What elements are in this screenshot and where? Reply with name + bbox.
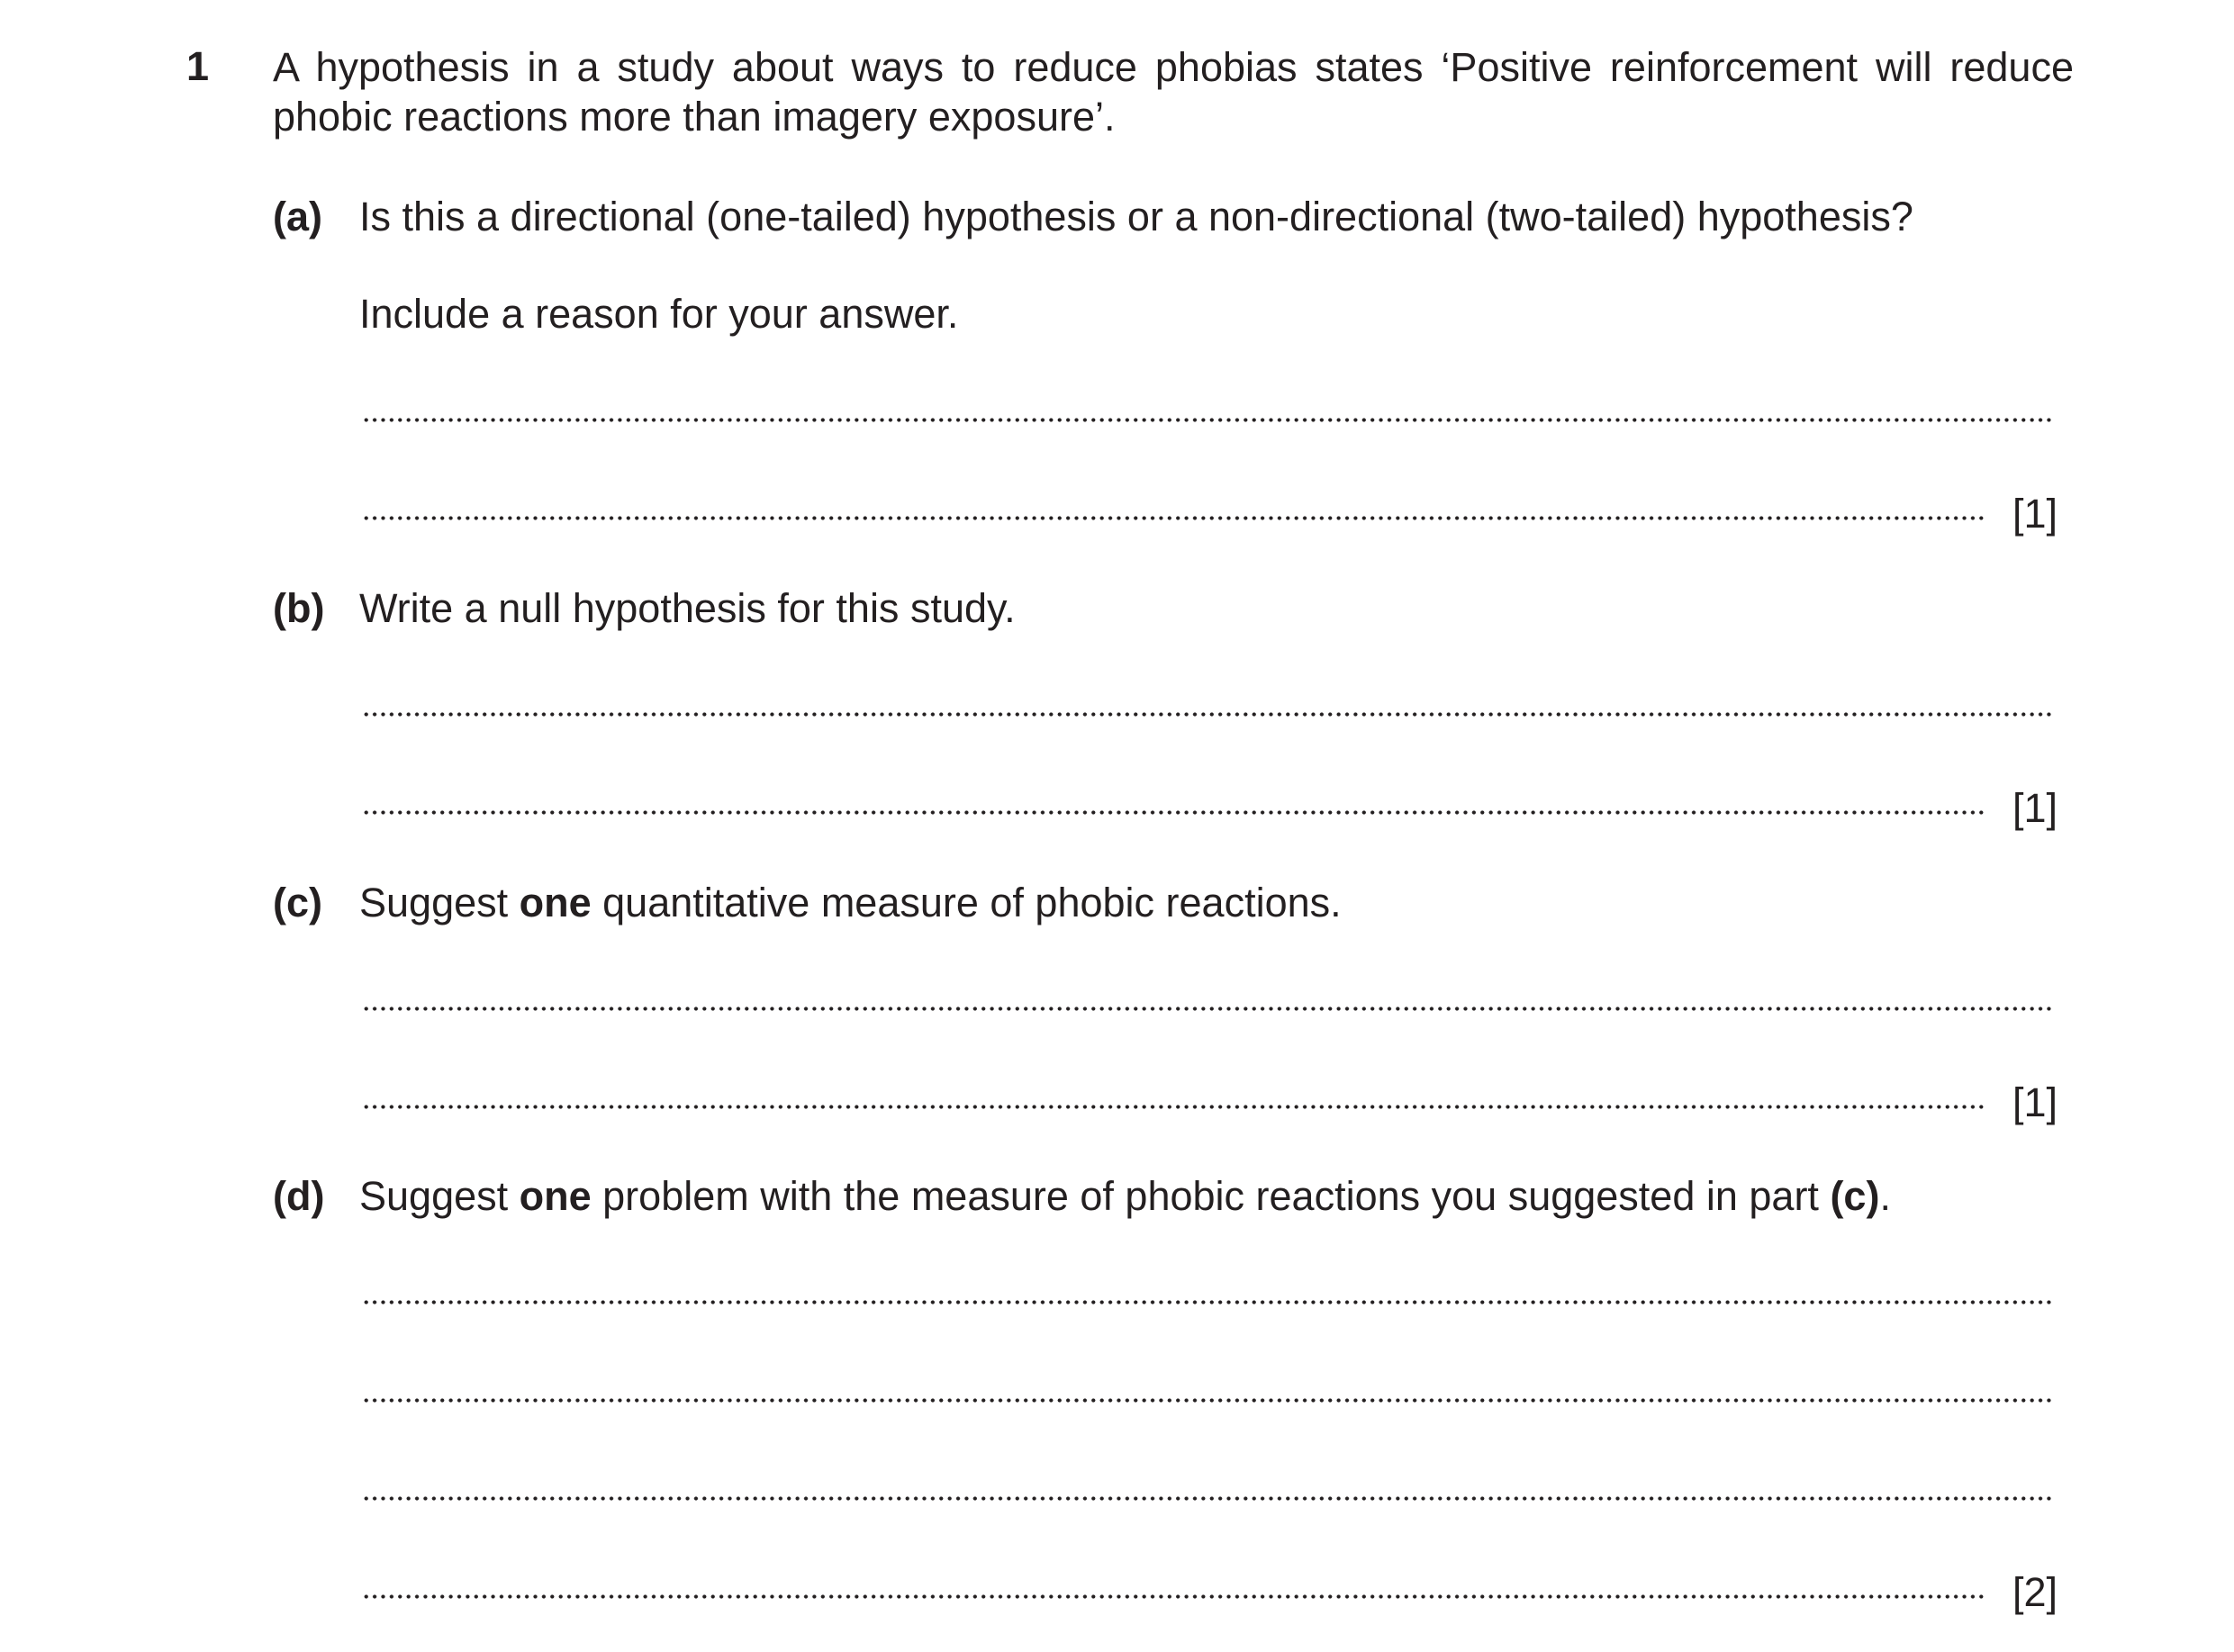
part-c-emphasis: one	[519, 880, 592, 925]
part-d-marks: [2]	[2012, 1569, 2058, 1615]
part-d-text-before: Suggest	[359, 1173, 520, 1219]
part-d-answer-line-2[interactable]	[362, 1398, 2055, 1403]
part-a-question: Is this a directional (one-tailed) hypothesis or a non-directional (two-tailed) hypothesis?	[359, 194, 1913, 239]
part-b-label: (b)	[273, 585, 325, 631]
part-c-label: (c)	[273, 880, 322, 925]
part-d-answer-line-1[interactable]	[362, 1300, 2055, 1304]
part-c-text-after: quantitative measure of phobic reactions.	[591, 880, 1342, 925]
question-stem: A hypothesis in a study about ways to reduce phobias states ‘Positive reinforcement will reduce phobic reactions more than imagery exposure’.	[273, 44, 2074, 140]
part-c-answer-line-1[interactable]	[362, 1007, 2055, 1011]
part-a-answer-line-1[interactable]	[362, 418, 2055, 422]
part-a-instruction: Include a reason for your answer.	[359, 291, 959, 337]
part-d-answer-line-3[interactable]	[362, 1496, 2055, 1501]
part-c-marks: [1]	[2012, 1079, 2058, 1125]
part-d-text-middle: problem with the measure of phobic reactions you suggested in part	[591, 1173, 1831, 1219]
part-b-answer-line-1[interactable]	[362, 712, 2055, 717]
part-d-text-end: .	[1879, 1173, 1891, 1219]
part-c-question	[359, 879, 1342, 927]
part-d-reference: (c)	[1830, 1173, 1880, 1219]
part-d-answer-line-4[interactable]	[362, 1594, 1985, 1599]
part-c-text-before: Suggest	[359, 880, 520, 925]
part-a-marks: [1]	[2012, 491, 2058, 537]
question-number: 1	[186, 43, 210, 89]
part-c-answer-line-2[interactable]	[362, 1105, 1985, 1109]
part-b-question: Write a null hypothesis for this study.	[359, 585, 1016, 631]
part-d-question	[359, 1172, 1891, 1221]
part-a-label: (a)	[273, 194, 322, 239]
part-d-label: (d)	[273, 1173, 325, 1219]
part-b-answer-line-2[interactable]	[362, 810, 1985, 815]
part-b-marks: [1]	[2012, 785, 2058, 831]
part-a-answer-line-2[interactable]	[362, 516, 1985, 520]
part-d-emphasis: one	[519, 1173, 592, 1219]
